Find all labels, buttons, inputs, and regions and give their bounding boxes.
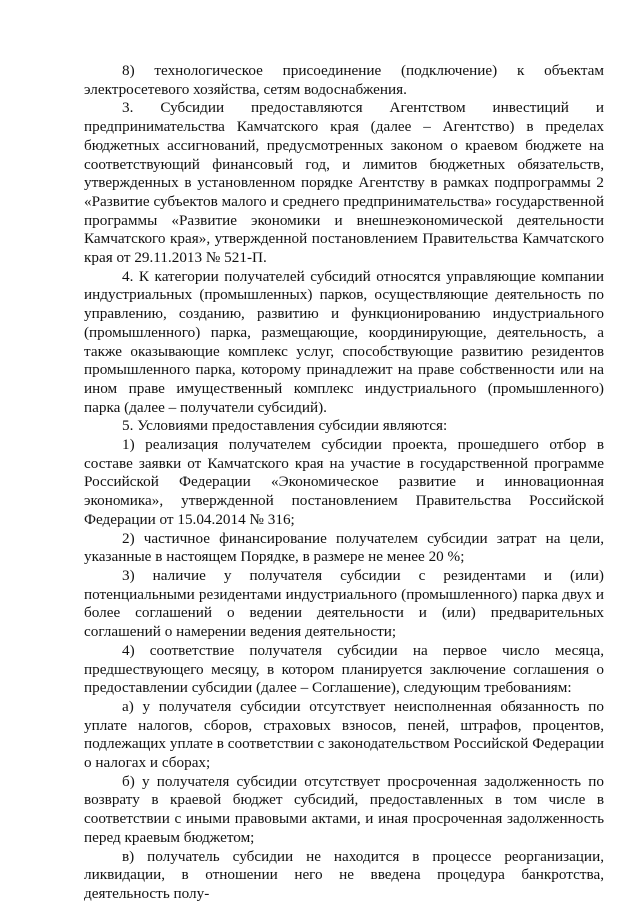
paragraph-condition-1: 1) реализация получателем субсидии проекта, прошедшего отбор в составе заявки от Камчатского края на участие в государственной программе Российской Федерации «Экономическое развитие и инновационная экономика», утвержденной постановлением Правительства Российской Федерации от 15.04.2014 № 316; xyxy=(84,436,604,528)
paragraph-item-8-grid-connection: 8) технологическое присоединение (подключение) к объектам электросетевого хозяйства, сетям водоснабжения. xyxy=(84,62,604,98)
paragraph-clause-3: 3. Субсидии предоставляются Агентством инвестиций и предпринимательства Камчатского края (далее – Агентство) в пределах бюджетных ассигнований, предусмотренных законом о краевом бюджете на соответствующий финансовый год, и лимитов бюджетных обязательств, утвержденных в установленном порядке Агентству в рамках подпрограммы 2 «Развитие субъектов малого и среднего предпринимательства» государственной программы «Развитие экономики и внешнеэкономической деятельности Камчатского края», утвержденной постановлением Правительства Камчатского края от 29.11.2013 № 521-П. xyxy=(84,99,604,267)
paragraph-clause-4: 4. К категории получателей субсидий относятся управляющие компании индустриальных (промышленных) парков, осуществляющие деятельность по управлению, созданию, развитию и функционированию индустриального (промышленного) парка, размещающие, координирующие, деятельность, а также оказывающие комплекс услуг, способствующие развитию резидентов промышленного парка, которому принадлежит на праве собственности или на ином праве имущественный комплекс индустриального (промышленного) парка (далее – получатели субсидий). xyxy=(84,267,604,416)
paragraph-requirement-v: в) получатель субсидии не находится в процессе реорганизации, ликвидации, в отношении него не введена процедура банкротства, деятельность полу- xyxy=(84,847,604,902)
paragraph-condition-4: 4) соответствие получателя субсидии на первое число месяца, предшествующего месяцу, в котором планируется заключение соглашения о предоставлении субсидии (далее – Соглашение), следующим требованиям: xyxy=(84,641,604,697)
document-body xyxy=(84,62,604,904)
paragraph-condition-2: 2) частичное финансирование получателем субсидии затрат на цели, указанные в настоящем Порядке, в размере не менее 20 %; xyxy=(84,529,604,566)
paragraph-clause-5: 5. Условиями предоставления субсидии являются: xyxy=(122,417,448,435)
paragraph-requirement-b: б) у получателя субсидии отсутствует просроченная задолженность по возврату в краевой бюджет субсидий, предоставленных в том числе в соответствии с иными правовыми актами, и иная просроченная задолженность перед краевым бюджетом; xyxy=(84,772,604,846)
paragraph-condition-3: 3) наличие у получателя субсидии с резидентами и (или) потенциальными резидентами индустриального (промышленного) парка двух и более соглашений о ведении деятельности и (или) предварительных соглашений о намерении ведения деятельности; xyxy=(84,566,604,641)
paragraph-requirement-a: а) у получателя субсидии отсутствует неисполненная обязанность по уплате налогов, сборов, страховых взносов, пеней, штрафов, процентов, подлежащих уплате в соответствии с законодательством Российской Федерации о налогах и сборах; xyxy=(84,697,604,772)
